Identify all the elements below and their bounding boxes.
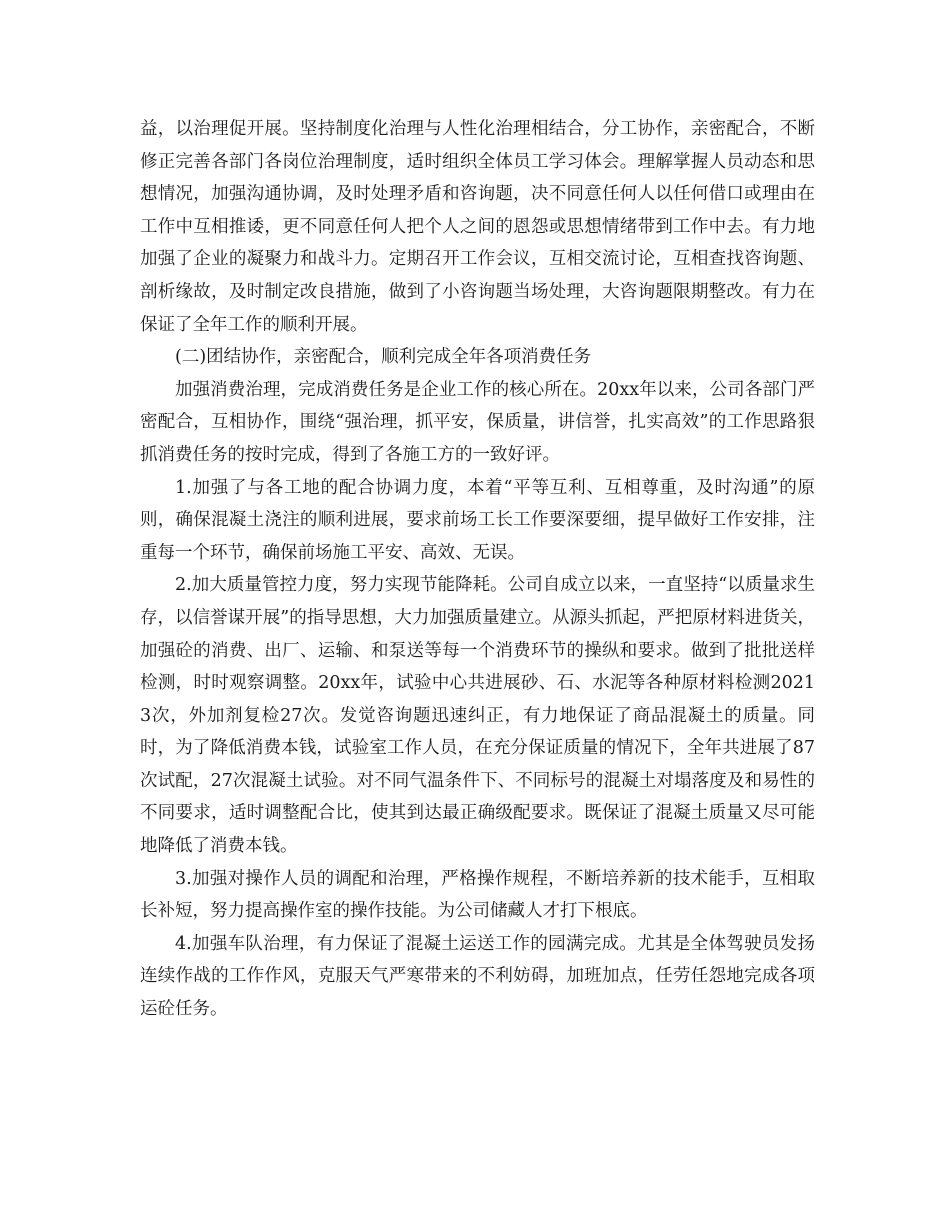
section-heading: (二)团结协作，亲密配合，顺利完成全年各项消费任务 <box>175 347 592 368</box>
list-item-1: 1.加强了与各工地的配合协调力度，本着“平等互利、互相尊重，及时沟通”的原则，确保混凝土浇注的顺利进展，要求前场工长工作要深要细，提早做好工作安排，注重每一个环节，确保前场施工平安、高效、无误。 <box>140 477 815 563</box>
document-body <box>140 113 815 1026</box>
list-item-2: 2.加大质量管控力度，努力实现节能降耗。公司自成立以来，一直坚持“以质量求生存，以信誉谋开展”的指导思想，大力加强质量建立。从源头抓起，严把原材料进货关，加强砼的消费、出厂、运输、和泵送等每一个消费环节的操纵和要求。做到了批批送样检测，时时观察调整。20xx年，试验中心共进展砂、石、水泥等各种原材料检测20213次，外加剂复检27次。发觉咨询题迅速纠正，有力地保证了商品混凝土的质量。同时，为了降低消费本钱，试验室工作人员，在充分保证质量的情况下，全年共进展了87次试配，27次混凝土试验。对不同气温条件下、不同标号的混凝土对塌落度及和易性的不同要求，适时调整配合比，使其到达最正确级配要求。既保证了混凝土质量又尽可能地降低了消费本钱。 <box>140 575 815 857</box>
paragraph-continued: 益，以治理促开展。坚持制度化治理与人性化治理相结合，分工协作，亲密配合，不断修正完善各部门各岗位治理制度，适时组织全体员工学习体会。理解掌握人员动态和思想情况，加强沟通协调，及时处理矛盾和咨询题，决不同意任何人以任何借口或理由在工作中互相推诿，更不同意任何人把个人之间的恩怨或思想情绪带到工作中去。有力地加强了企业的凝聚力和战斗力。定期召开工作会议，互相交流讨论，互相查找咨询题、剖析缘故，及时制定改良措施，做到了小咨询题当场处理，大咨询题限期整改。有力在保证了全年工作的顺利开展。 <box>140 119 815 335</box>
paragraph: 加强消费治理，完成消费任务是企业工作的核心所在。20xx年以来，公司各部门严密配合，互相协作，围绕“强治理，抓平安，保质量，讲信誉，扎实高效”的工作思路狠抓消费任务的按时完成，得到了各施工方的一致好评。 <box>140 379 815 465</box>
list-item-4: 4.加强车队治理，有力保证了混凝土运送工作的园满完成。尤其是全体驾驶员发扬连续作战的工作作风，克服天气严寒带来的不利妨碍，加班加点，任劳任怨地完成各项运砼任务。 <box>140 933 815 1020</box>
list-item-3: 3.加强对操作人员的调配和治理，严格操作规程，不断培养新的技术能手，互相取长补短，努力提高操作室的操作技能。为公司储藏人才打下根底。 <box>140 868 815 922</box>
